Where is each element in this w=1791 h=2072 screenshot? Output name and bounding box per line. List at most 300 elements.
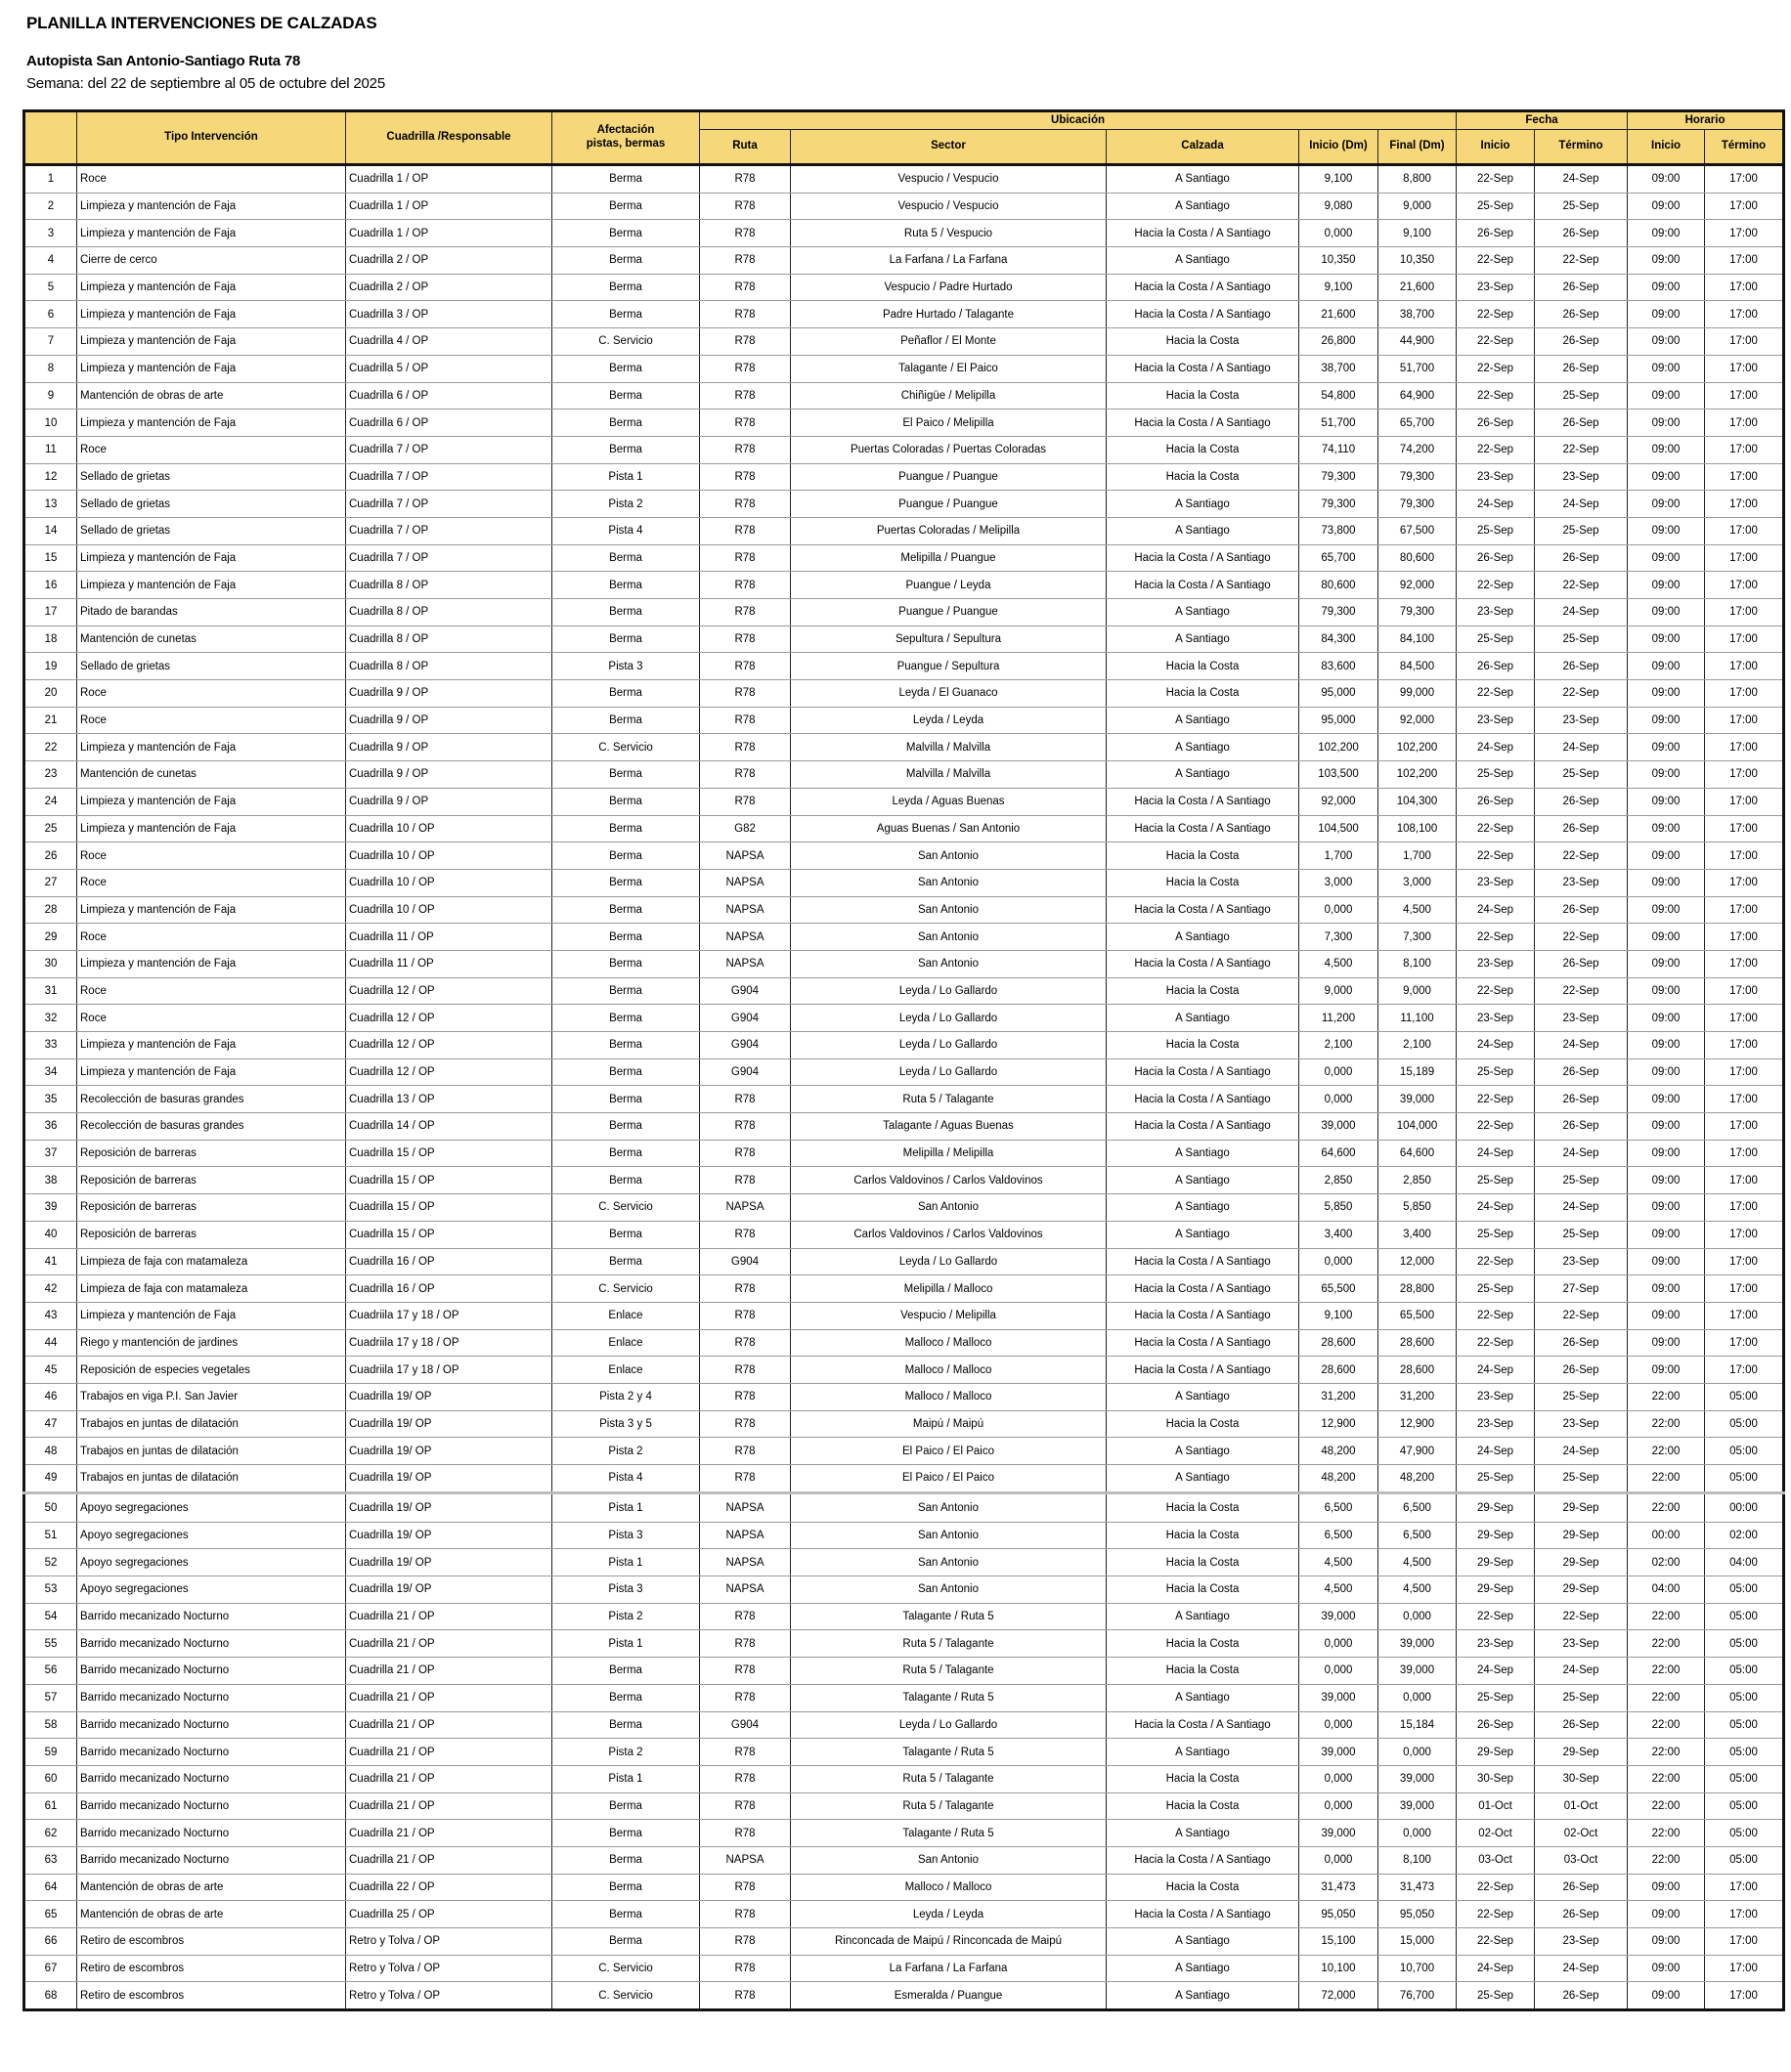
cell-afectacion: Berma bbox=[552, 1221, 700, 1248]
cell-fecha-termino: 25-Sep bbox=[1535, 626, 1628, 653]
cell-sector: Leyda / Leyda bbox=[791, 707, 1107, 734]
cell-ruta: R78 bbox=[700, 1928, 791, 1956]
cell-inicio-dm: 0,000 bbox=[1299, 1792, 1378, 1820]
cell-inicio-dm: 28,600 bbox=[1299, 1329, 1378, 1357]
cell-cuadrilla: Cuadrilla 8 / OP bbox=[346, 653, 552, 680]
cell-fecha-termino: 26-Sep bbox=[1535, 1874, 1628, 1901]
cell-sector: La Farfana / La Farfana bbox=[791, 247, 1107, 275]
cell-final-dm: 0,000 bbox=[1378, 1684, 1457, 1711]
cell-n: 36 bbox=[24, 1113, 77, 1141]
cell-cuadrilla: Cuadrilla 10 / OP bbox=[346, 896, 552, 924]
cell-fecha-termino: 24-Sep bbox=[1535, 1194, 1628, 1222]
cell-fecha-inicio: 22-Sep bbox=[1457, 382, 1535, 410]
cell-hora-termino: 17:00 bbox=[1705, 977, 1784, 1005]
cell-hora-termino: 17:00 bbox=[1705, 1329, 1784, 1357]
cell-n: 52 bbox=[24, 1549, 77, 1576]
cell-ruta: R78 bbox=[700, 463, 791, 491]
cell-hora-inicio: 09:00 bbox=[1628, 220, 1705, 247]
cell-hora-inicio: 22:00 bbox=[1628, 1792, 1705, 1820]
header-calzada: Calzada bbox=[1107, 130, 1299, 165]
cell-ruta: G904 bbox=[700, 977, 791, 1005]
cell-inicio-dm: 79,300 bbox=[1299, 463, 1378, 491]
cell-cuadrilla: Cuadrilla 8 / OP bbox=[346, 626, 552, 653]
cell-calzada: Hacia la Costa bbox=[1107, 1410, 1299, 1438]
cell-sector: San Antonio bbox=[791, 1492, 1107, 1522]
cell-final-dm: 15,000 bbox=[1378, 1928, 1457, 1956]
cell-fecha-inicio: 22-Sep bbox=[1457, 924, 1535, 951]
cell-fecha-termino: 26-Sep bbox=[1535, 1711, 1628, 1739]
cell-cuadrilla: Cuadrilla 21 / OP bbox=[346, 1792, 552, 1820]
cell-n: 28 bbox=[24, 896, 77, 924]
cell-calzada: Hacia la Costa / A Santiago bbox=[1107, 410, 1299, 437]
table-row bbox=[24, 1576, 1784, 1604]
cell-hora-inicio: 22:00 bbox=[1628, 1383, 1705, 1410]
cell-ruta: R78 bbox=[700, 1302, 791, 1329]
table-row bbox=[24, 220, 1784, 247]
cell-cuadrilla: Cuadrilla 12 / OP bbox=[346, 977, 552, 1005]
cell-sector: Chiñigüe / Melipilla bbox=[791, 382, 1107, 410]
cell-sector: San Antonio bbox=[791, 842, 1107, 870]
cell-sector: Leyda / Lo Gallardo bbox=[791, 1058, 1107, 1086]
table-row bbox=[24, 1603, 1784, 1630]
cell-tipo: Limpieza y mantención de Faja bbox=[77, 1032, 346, 1059]
cell-hora-termino: 02:00 bbox=[1705, 1522, 1784, 1549]
cell-inicio-dm: 6,500 bbox=[1299, 1522, 1378, 1549]
cell-final-dm: 8,100 bbox=[1378, 1846, 1457, 1874]
cell-hora-termino: 17:00 bbox=[1705, 410, 1784, 437]
cell-final-dm: 21,600 bbox=[1378, 274, 1457, 301]
cell-afectacion: Berma bbox=[552, 1846, 700, 1874]
cell-sector: Leyda / Lo Gallardo bbox=[791, 977, 1107, 1005]
cell-tipo: Apoyo segregaciones bbox=[77, 1549, 346, 1576]
cell-sector: Vespucio / Vespucio bbox=[791, 193, 1107, 220]
cell-ruta: NAPSA bbox=[700, 869, 791, 896]
cell-hora-termino: 17:00 bbox=[1705, 815, 1784, 842]
table-row bbox=[24, 680, 1784, 708]
cell-afectacion: Berma bbox=[552, 274, 700, 301]
cell-sector: Vespucio / Vespucio bbox=[791, 165, 1107, 194]
cell-final-dm: 10,350 bbox=[1378, 247, 1457, 275]
cell-n: 47 bbox=[24, 1410, 77, 1438]
cell-fecha-inicio: 22-Sep bbox=[1457, 1874, 1535, 1901]
cell-inicio-dm: 31,200 bbox=[1299, 1383, 1378, 1410]
cell-afectacion: Berma bbox=[552, 896, 700, 924]
table-row bbox=[24, 436, 1784, 463]
cell-fecha-inicio: 22-Sep bbox=[1457, 1113, 1535, 1141]
cell-afectacion: Berma bbox=[552, 815, 700, 842]
cell-n: 59 bbox=[24, 1739, 77, 1766]
table-row bbox=[24, 463, 1784, 491]
header-fecha-inicio: Inicio bbox=[1457, 130, 1535, 165]
cell-inicio-dm: 4,500 bbox=[1299, 950, 1378, 977]
cell-final-dm: 9,000 bbox=[1378, 977, 1457, 1005]
table-row bbox=[24, 707, 1784, 734]
cell-cuadrilla: Cuadrilla 2 / OP bbox=[346, 247, 552, 275]
cell-final-dm: 0,000 bbox=[1378, 1603, 1457, 1630]
cell-cuadrilla: Cuadrilla 3 / OP bbox=[346, 301, 552, 328]
header-ruta: Ruta bbox=[700, 130, 791, 165]
cell-ruta: R78 bbox=[700, 680, 791, 708]
cell-n: 11 bbox=[24, 436, 77, 463]
cell-tipo: Limpieza y mantención de Faja bbox=[77, 1058, 346, 1086]
cell-n: 21 bbox=[24, 707, 77, 734]
cell-calzada: Hacia la Costa / A Santiago bbox=[1107, 355, 1299, 382]
cell-fecha-termino: 02-Oct bbox=[1535, 1820, 1628, 1847]
cell-final-dm: 8,100 bbox=[1378, 950, 1457, 977]
cell-ruta: R78 bbox=[700, 355, 791, 382]
cell-afectacion: Pista 4 bbox=[552, 1465, 700, 1493]
cell-inicio-dm: 39,000 bbox=[1299, 1739, 1378, 1766]
cell-final-dm: 28,600 bbox=[1378, 1357, 1457, 1384]
cell-hora-inicio: 22:00 bbox=[1628, 1739, 1705, 1766]
cell-hora-inicio: 09:00 bbox=[1628, 1167, 1705, 1194]
cell-inicio-dm: 28,600 bbox=[1299, 1357, 1378, 1384]
cell-hora-inicio: 09:00 bbox=[1628, 1275, 1705, 1303]
table-row bbox=[24, 1549, 1784, 1576]
cell-fecha-termino: 24-Sep bbox=[1535, 1658, 1628, 1685]
cell-ruta: R78 bbox=[700, 1874, 791, 1901]
cell-hora-inicio: 09:00 bbox=[1628, 1032, 1705, 1059]
cell-fecha-termino: 26-Sep bbox=[1535, 950, 1628, 977]
cell-sector: Malloco / Malloco bbox=[791, 1329, 1107, 1357]
header-afectacion-line1: Afectación bbox=[596, 124, 655, 137]
cell-sector: La Farfana / La Farfana bbox=[791, 1955, 1107, 1982]
cell-calzada: Hacia la Costa bbox=[1107, 328, 1299, 356]
cell-calzada: Hacia la Costa / A Santiago bbox=[1107, 1711, 1299, 1739]
cell-n: 26 bbox=[24, 842, 77, 870]
cell-inicio-dm: 5,850 bbox=[1299, 1194, 1378, 1222]
cell-fecha-termino: 24-Sep bbox=[1535, 599, 1628, 626]
cell-calzada: A Santiago bbox=[1107, 1005, 1299, 1032]
cell-inicio-dm: 95,000 bbox=[1299, 707, 1378, 734]
cell-fecha-inicio: 22-Sep bbox=[1457, 1329, 1535, 1357]
cell-sector: Leyda / Lo Gallardo bbox=[791, 1032, 1107, 1059]
cell-fecha-termino: 24-Sep bbox=[1535, 1140, 1628, 1167]
cell-fecha-inicio: 24-Sep bbox=[1457, 1194, 1535, 1222]
cell-hora-inicio: 09:00 bbox=[1628, 193, 1705, 220]
cell-afectacion: Pista 1 bbox=[552, 1765, 700, 1792]
cell-hora-termino: 05:00 bbox=[1705, 1684, 1784, 1711]
cell-calzada: Hacia la Costa / A Santiago bbox=[1107, 1329, 1299, 1357]
cell-afectacion: Enlace bbox=[552, 1302, 700, 1329]
cell-tipo: Retiro de escombros bbox=[77, 1955, 346, 1982]
cell-hora-termino: 05:00 bbox=[1705, 1603, 1784, 1630]
cell-afectacion: Berma bbox=[552, 301, 700, 328]
cell-calzada: A Santiago bbox=[1107, 517, 1299, 544]
cell-hora-termino: 17:00 bbox=[1705, 1874, 1784, 1901]
cell-fecha-inicio: 22-Sep bbox=[1457, 815, 1535, 842]
cell-fecha-termino: 30-Sep bbox=[1535, 1765, 1628, 1792]
cell-final-dm: 2,100 bbox=[1378, 1032, 1457, 1059]
header-final-dm: Final (Dm) bbox=[1378, 130, 1457, 165]
table-row bbox=[24, 274, 1784, 301]
cell-fecha-termino: 25-Sep bbox=[1535, 1221, 1628, 1248]
cell-fecha-termino: 26-Sep bbox=[1535, 1113, 1628, 1141]
cell-final-dm: 3,400 bbox=[1378, 1221, 1457, 1248]
cell-afectacion: Berma bbox=[552, 788, 700, 815]
cell-ruta: R78 bbox=[700, 301, 791, 328]
cell-inicio-dm: 54,800 bbox=[1299, 382, 1378, 410]
cell-afectacion: Pista 1 bbox=[552, 1549, 700, 1576]
cell-n: 31 bbox=[24, 977, 77, 1005]
cell-sector: Leyda / Lo Gallardo bbox=[791, 1005, 1107, 1032]
cell-calzada: Hacia la Costa bbox=[1107, 1792, 1299, 1820]
cell-sector: Leyda / Lo Gallardo bbox=[791, 1248, 1107, 1275]
cell-tipo: Limpieza y mantención de Faja bbox=[77, 301, 346, 328]
cell-fecha-inicio: 23-Sep bbox=[1457, 274, 1535, 301]
cell-sector: Ruta 5 / Talagante bbox=[791, 1792, 1107, 1820]
cell-inicio-dm: 72,000 bbox=[1299, 1982, 1378, 2010]
cell-fecha-termino: 24-Sep bbox=[1535, 1955, 1628, 1982]
cell-final-dm: 6,500 bbox=[1378, 1522, 1457, 1549]
cell-afectacion: Berma bbox=[552, 382, 700, 410]
cell-tipo: Sellado de grietas bbox=[77, 653, 346, 680]
cell-calzada: Hacia la Costa bbox=[1107, 436, 1299, 463]
cell-sector: Ruta 5 / Vespucio bbox=[791, 220, 1107, 247]
cell-afectacion: Pista 2 bbox=[552, 491, 700, 518]
cell-sector: Vespucio / Melipilla bbox=[791, 1302, 1107, 1329]
cell-inicio-dm: 104,500 bbox=[1299, 815, 1378, 842]
cell-calzada: A Santiago bbox=[1107, 1167, 1299, 1194]
cell-fecha-termino: 23-Sep bbox=[1535, 1928, 1628, 1956]
cell-tipo: Reposición de barreras bbox=[77, 1221, 346, 1248]
cell-sector: Talagante / Ruta 5 bbox=[791, 1820, 1107, 1847]
cell-ruta: R78 bbox=[700, 382, 791, 410]
cell-final-dm: 39,000 bbox=[1378, 1086, 1457, 1113]
cell-fecha-termino: 23-Sep bbox=[1535, 1410, 1628, 1438]
cell-calzada: Hacia la Costa bbox=[1107, 1032, 1299, 1059]
cell-calzada: Hacia la Costa / A Santiago bbox=[1107, 788, 1299, 815]
cell-cuadrilla: Cuadriila 17 y 18 / OP bbox=[346, 1302, 552, 1329]
cell-tipo: Roce bbox=[77, 842, 346, 870]
cell-fecha-inicio: 29-Sep bbox=[1457, 1522, 1535, 1549]
cell-afectacion: Berma bbox=[552, 165, 700, 194]
cell-sector: Melipilla / Puangue bbox=[791, 544, 1107, 572]
cell-afectacion: Berma bbox=[552, 1167, 700, 1194]
cell-hora-termino: 17:00 bbox=[1705, 274, 1784, 301]
cell-cuadrilla: Cuadrilla 7 / OP bbox=[346, 517, 552, 544]
cell-fecha-termino: 25-Sep bbox=[1535, 1167, 1628, 1194]
cell-fecha-inicio: 22-Sep bbox=[1457, 572, 1535, 599]
cell-cuadrilla: Cuadrilla 9 / OP bbox=[346, 788, 552, 815]
cell-afectacion: Pista 1 bbox=[552, 1492, 700, 1522]
cell-fecha-termino: 23-Sep bbox=[1535, 1630, 1628, 1658]
cell-calzada: A Santiago bbox=[1107, 1221, 1299, 1248]
cell-fecha-inicio: 25-Sep bbox=[1457, 1982, 1535, 2010]
cell-tipo: Limpieza de faja con matamaleza bbox=[77, 1248, 346, 1275]
cell-fecha-termino: 22-Sep bbox=[1535, 842, 1628, 870]
table-row bbox=[24, 599, 1784, 626]
cell-inicio-dm: 79,300 bbox=[1299, 491, 1378, 518]
table-row bbox=[24, 1711, 1784, 1739]
cell-calzada: A Santiago bbox=[1107, 165, 1299, 194]
cell-fecha-termino: 22-Sep bbox=[1535, 680, 1628, 708]
cell-hora-inicio: 09:00 bbox=[1628, 1329, 1705, 1357]
cell-hora-inicio: 09:00 bbox=[1628, 1221, 1705, 1248]
cell-final-dm: 51,700 bbox=[1378, 355, 1457, 382]
cell-calzada: A Santiago bbox=[1107, 1438, 1299, 1465]
cell-inicio-dm: 84,300 bbox=[1299, 626, 1378, 653]
cell-hora-inicio: 22:00 bbox=[1628, 1438, 1705, 1465]
table-row bbox=[24, 355, 1784, 382]
cell-final-dm: 15,184 bbox=[1378, 1711, 1457, 1739]
cell-sector: Maipú / Maipú bbox=[791, 1410, 1107, 1438]
cell-hora-termino: 17:00 bbox=[1705, 653, 1784, 680]
cell-hora-termino: 17:00 bbox=[1705, 165, 1784, 194]
table-row bbox=[24, 1113, 1784, 1141]
cell-n: 19 bbox=[24, 653, 77, 680]
document-title: PLANILLA INTERVENCIONES DE CALZADAS bbox=[26, 14, 377, 32]
cell-cuadrilla: Cuadrilla 9 / OP bbox=[346, 680, 552, 708]
cell-hora-termino: 17:00 bbox=[1705, 1167, 1784, 1194]
header-afectacion-line2: pistas, bermas bbox=[586, 138, 666, 150]
cell-n: 4 bbox=[24, 247, 77, 275]
cell-calzada: A Santiago bbox=[1107, 491, 1299, 518]
cell-cuadrilla: Cuadrilla 13 / OP bbox=[346, 1086, 552, 1113]
cell-inicio-dm: 4,500 bbox=[1299, 1576, 1378, 1604]
cell-fecha-inicio: 25-Sep bbox=[1457, 1221, 1535, 1248]
table-header bbox=[24, 111, 1784, 165]
cell-tipo: Limpieza y mantención de Faja bbox=[77, 410, 346, 437]
cell-calzada: A Santiago bbox=[1107, 1928, 1299, 1956]
cell-fecha-termino: 26-Sep bbox=[1535, 1329, 1628, 1357]
cell-hora-inicio: 09:00 bbox=[1628, 1248, 1705, 1275]
table-row bbox=[24, 544, 1784, 572]
cell-final-dm: 79,300 bbox=[1378, 599, 1457, 626]
cell-n: 6 bbox=[24, 301, 77, 328]
cell-tipo: Limpieza y mantención de Faja bbox=[77, 328, 346, 356]
cell-calzada: Hacia la Costa bbox=[1107, 653, 1299, 680]
cell-n: 17 bbox=[24, 599, 77, 626]
cell-fecha-termino: 26-Sep bbox=[1535, 328, 1628, 356]
table-row bbox=[24, 1221, 1784, 1248]
cell-fecha-termino: 23-Sep bbox=[1535, 1005, 1628, 1032]
table-row bbox=[24, 1005, 1784, 1032]
cell-fecha-termino: 24-Sep bbox=[1535, 1032, 1628, 1059]
table-row bbox=[24, 1765, 1784, 1792]
cell-ruta: R78 bbox=[700, 1982, 791, 2010]
cell-cuadrilla: Cuadrilla 15 / OP bbox=[346, 1140, 552, 1167]
cell-calzada: Hacia la Costa bbox=[1107, 977, 1299, 1005]
cell-inicio-dm: 38,700 bbox=[1299, 355, 1378, 382]
cell-inicio-dm: 83,600 bbox=[1299, 653, 1378, 680]
cell-fecha-inicio: 22-Sep bbox=[1457, 1603, 1535, 1630]
cell-cuadrilla: Cuadrilla 7 / OP bbox=[346, 436, 552, 463]
cell-calzada: A Santiago bbox=[1107, 247, 1299, 275]
cell-inicio-dm: 0,000 bbox=[1299, 896, 1378, 924]
cell-cuadrilla: Cuadrilla 15 / OP bbox=[346, 1167, 552, 1194]
cell-inicio-dm: 48,200 bbox=[1299, 1465, 1378, 1493]
cell-final-dm: 65,700 bbox=[1378, 410, 1457, 437]
cell-inicio-dm: 95,000 bbox=[1299, 680, 1378, 708]
cell-afectacion: Enlace bbox=[552, 1329, 700, 1357]
cell-hora-inicio: 02:00 bbox=[1628, 1549, 1705, 1576]
cell-hora-termino: 17:00 bbox=[1705, 626, 1784, 653]
cell-hora-inicio: 09:00 bbox=[1628, 1113, 1705, 1141]
cell-n: 12 bbox=[24, 463, 77, 491]
cell-final-dm: 44,900 bbox=[1378, 328, 1457, 356]
table-row bbox=[24, 382, 1784, 410]
cell-cuadrilla: Cuadrilla 1 / OP bbox=[346, 165, 552, 194]
cell-tipo: Reposición de barreras bbox=[77, 1167, 346, 1194]
cell-ruta: R78 bbox=[700, 193, 791, 220]
cell-final-dm: 9,000 bbox=[1378, 193, 1457, 220]
cell-cuadrilla: Cuadrilla 6 / OP bbox=[346, 382, 552, 410]
cell-n: 38 bbox=[24, 1167, 77, 1194]
cell-tipo: Sellado de grietas bbox=[77, 463, 346, 491]
cell-tipo: Mantención de cunetas bbox=[77, 626, 346, 653]
cell-cuadrilla: Cuadrilla 21 / OP bbox=[346, 1684, 552, 1711]
cell-fecha-termino: 22-Sep bbox=[1535, 1302, 1628, 1329]
cell-calzada: Hacia la Costa bbox=[1107, 1576, 1299, 1604]
cell-afectacion: Berma bbox=[552, 977, 700, 1005]
cell-sector: Leyda / Leyda bbox=[791, 1901, 1107, 1928]
cell-cuadrilla: Cuadrilla 8 / OP bbox=[346, 572, 552, 599]
cell-sector: Malloco / Malloco bbox=[791, 1874, 1107, 1901]
cell-fecha-termino: 26-Sep bbox=[1535, 653, 1628, 680]
cell-ruta: R78 bbox=[700, 247, 791, 275]
cell-tipo: Barrido mecanizado Nocturno bbox=[77, 1658, 346, 1685]
header-afectacion bbox=[552, 111, 700, 165]
cell-inicio-dm: 103,500 bbox=[1299, 761, 1378, 789]
cell-inicio-dm: 2,100 bbox=[1299, 1032, 1378, 1059]
cell-final-dm: 0,000 bbox=[1378, 1739, 1457, 1766]
cell-sector: Ruta 5 / Talagante bbox=[791, 1765, 1107, 1792]
cell-n: 22 bbox=[24, 734, 77, 761]
cell-hora-termino: 05:00 bbox=[1705, 1383, 1784, 1410]
cell-hora-termino: 05:00 bbox=[1705, 1739, 1784, 1766]
cell-ruta: R78 bbox=[700, 707, 791, 734]
cell-fecha-termino: 24-Sep bbox=[1535, 491, 1628, 518]
cell-fecha-inicio: 24-Sep bbox=[1457, 1955, 1535, 1982]
cell-cuadrilla: Cuadrilla 21 / OP bbox=[346, 1630, 552, 1658]
cell-ruta: R78 bbox=[700, 1086, 791, 1113]
cell-inicio-dm: 0,000 bbox=[1299, 1086, 1378, 1113]
cell-sector: Malloco / Malloco bbox=[791, 1383, 1107, 1410]
cell-calzada: A Santiago bbox=[1107, 193, 1299, 220]
cell-sector: Ruta 5 / Talagante bbox=[791, 1658, 1107, 1685]
cell-n: 54 bbox=[24, 1603, 77, 1630]
cell-calzada: A Santiago bbox=[1107, 1140, 1299, 1167]
cell-fecha-inicio: 26-Sep bbox=[1457, 788, 1535, 815]
table-row bbox=[24, 247, 1784, 275]
cell-hora-inicio: 00:00 bbox=[1628, 1522, 1705, 1549]
cell-cuadrilla: Cuadrilla 7 / OP bbox=[346, 544, 552, 572]
cell-afectacion: Berma bbox=[552, 1140, 700, 1167]
cell-final-dm: 12,000 bbox=[1378, 1248, 1457, 1275]
cell-afectacion: Pista 1 bbox=[552, 1630, 700, 1658]
table-row bbox=[24, 1955, 1784, 1982]
cell-fecha-termino: 25-Sep bbox=[1535, 382, 1628, 410]
cell-hora-inicio: 09:00 bbox=[1628, 491, 1705, 518]
cell-afectacion: Pista 3 bbox=[552, 653, 700, 680]
cell-n: 9 bbox=[24, 382, 77, 410]
cell-fecha-inicio: 25-Sep bbox=[1457, 517, 1535, 544]
cell-fecha-inicio: 25-Sep bbox=[1457, 1167, 1535, 1194]
cell-final-dm: 39,000 bbox=[1378, 1765, 1457, 1792]
cell-n: 5 bbox=[24, 274, 77, 301]
cell-inicio-dm: 0,000 bbox=[1299, 1058, 1378, 1086]
cell-hora-inicio: 09:00 bbox=[1628, 1357, 1705, 1384]
table-row bbox=[24, 653, 1784, 680]
cell-n: 65 bbox=[24, 1901, 77, 1928]
table-row bbox=[24, 1410, 1784, 1438]
cell-hora-inicio: 09:00 bbox=[1628, 328, 1705, 356]
cell-ruta: NAPSA bbox=[700, 1492, 791, 1522]
cell-fecha-inicio: 29-Sep bbox=[1457, 1549, 1535, 1576]
cell-cuadrilla: Cuadrilla 25 / OP bbox=[346, 1901, 552, 1928]
cell-hora-termino: 05:00 bbox=[1705, 1846, 1784, 1874]
